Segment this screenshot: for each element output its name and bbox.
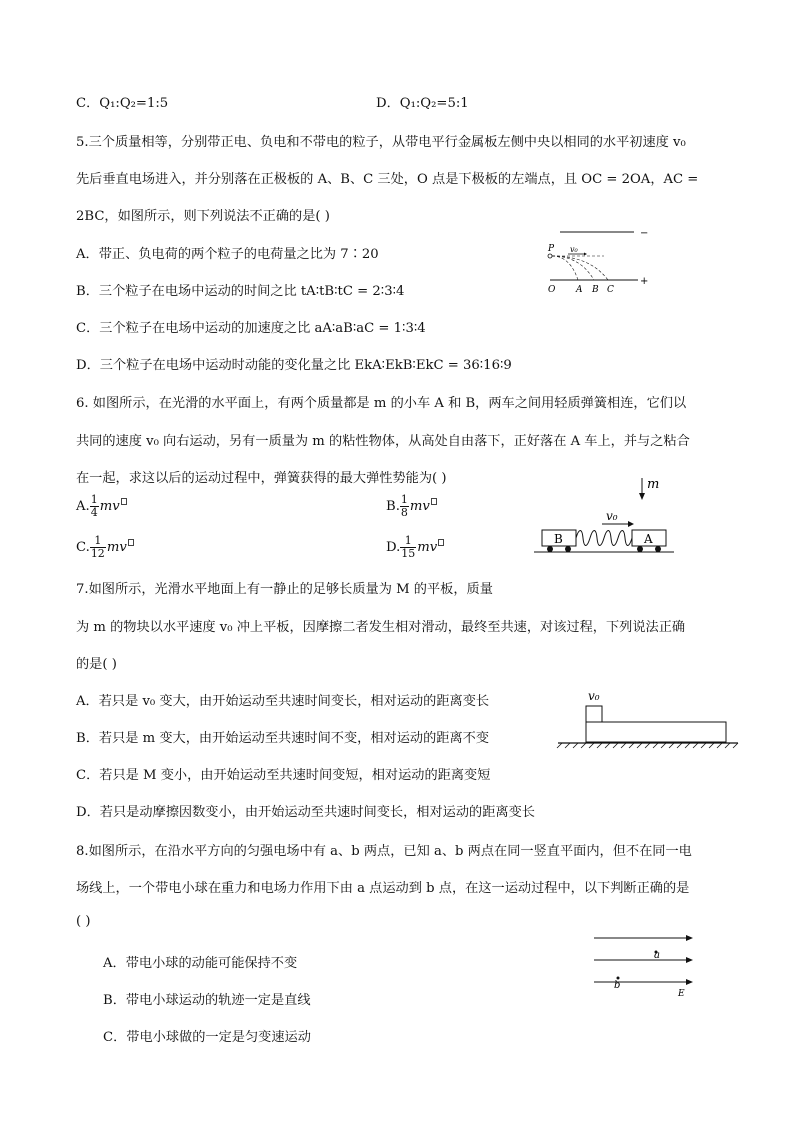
placeholder-box-icon <box>128 539 134 546</box>
q8-figure-electric-field <box>590 930 700 1004</box>
q7-stem-line-2: 为 m 的物块以水平速度 v₀ 冲上平板，因摩擦二者发生相对滑动，最终至共速，对该过程，下列说法正确 <box>76 620 686 635</box>
q6-option-b-num: 1 <box>400 493 408 506</box>
q6-option-d-num: 1 <box>400 535 416 548</box>
q7-option-a: A．若只是 v₀ 变大，由开始运动至共速时间变长，相对运动的距离变长 <box>76 694 490 709</box>
q5-figure-parallel-plates <box>540 222 660 294</box>
q5-fig-o: O <box>548 285 556 294</box>
q7-option-b: B．若只是 m 变大，由开始运动至共速时间不变，相对运动的距离不变 <box>76 731 490 746</box>
q6-option-d-fraction <box>400 535 416 560</box>
q5-fig-plus: + <box>640 276 649 287</box>
q4-option-c: C．Q₁:Q₂=1:5 <box>76 96 169 111</box>
q7-stem-line-3: 的是( ) <box>76 657 117 672</box>
q5-fig-v0: v₀ <box>570 245 578 254</box>
q6-fig-m: m <box>647 477 660 492</box>
q5-option-b: B．三个粒子在电场中运动的时间之比 tA∶tB∶tC = 2∶3∶4 <box>76 284 405 299</box>
q5-fig-b: B <box>592 285 599 294</box>
q6-option-a-den: 4 <box>90 506 98 519</box>
q6-stem-line-3: 在一起，求这以后的运动过程中，弹簧获得的最大弹性势能为( ) <box>76 471 447 486</box>
q5-fig-c: C <box>607 285 614 294</box>
q6-option-d-tail: mv <box>417 540 438 555</box>
q6-option-c-label: C. <box>76 540 90 555</box>
q6-option-a-label: A. <box>76 499 90 514</box>
q7-option-c: C．若只是 M 变小，由开始运动至共速时间变短，相对运动的距离变短 <box>76 768 491 783</box>
q6-option-c-num: 1 <box>90 535 106 548</box>
q6-option-c-tail: mv <box>106 540 127 555</box>
q4-option-d: D．Q₁:Q₂=5:1 <box>376 96 469 111</box>
q8-stem-line-2: 场线上，一个带电小球在重力和电场力作用下由 a 点运动到 b 点，在这一运动过程中，以下判断正确的是 <box>76 881 690 896</box>
q6-option-a <box>76 494 127 519</box>
q6-option-b-tail: mv <box>409 499 430 514</box>
q5-fig-a: A <box>576 285 583 294</box>
q5-stem-line-1: 5.三个质量相等，分别带正电、负电和不带电的粒子，从带电平行金属板左侧中央以相同的水平初速度 v₀ <box>76 135 686 150</box>
placeholder-box-icon <box>121 498 127 505</box>
q6-figure-spring-carts <box>532 474 682 558</box>
q6-option-a-tail: mv <box>99 499 120 514</box>
q6-stem-line-1: 6. 如图所示，在光滑的水平面上，有两个质量都是 m 的小车 A 和 B，两车之间用轻质弹簧相连，它们以 <box>76 396 687 411</box>
q5-option-c: C．三个粒子在电场中运动的加速度之比 aA∶aB∶aC = 1∶3∶4 <box>76 321 426 336</box>
q5-fig-p: P <box>548 244 555 254</box>
q6-stem-line-2: 共同的速度 v₀ 向右运动，另有一质量为 m 的粘性物体，从高处自由落下，正好落在 A 车上，并与之粘合 <box>76 434 690 449</box>
q6-option-a-fraction <box>90 494 99 519</box>
q6-option-d-den: 15 <box>401 547 416 560</box>
q6-option-b-label: B. <box>386 499 400 514</box>
q8-option-c: C．带电小球做的一定是匀变速运动 <box>103 1030 311 1045</box>
q5-option-a: A．带正、负电荷的两个粒子的电荷量之比为 7∶20 <box>76 247 379 262</box>
q6-option-a-num: 1 <box>90 493 98 506</box>
q6-option-d-label: D. <box>386 540 401 555</box>
placeholder-box-icon <box>431 498 437 505</box>
q6-option-c-den: 12 <box>90 547 105 560</box>
q8-fig-a: a <box>654 950 660 961</box>
q6-option-b <box>386 494 437 519</box>
q7-fig-v0: v₀ <box>588 689 600 703</box>
q5-stem-line-3: 2BC，如图所示，则下列说法不正确的是( ) <box>76 209 330 224</box>
q7-figure-block-on-plank <box>554 684 744 750</box>
q5-option-d: D．三个粒子在电场中运动时动能的变化量之比 EkA∶EkB∶EkC = 36∶16∶9 <box>76 358 512 373</box>
q7-option-d: D．若只是动摩擦因数变小，由开始运动至共速时间变长，相对运动的距离变长 <box>76 805 535 820</box>
q6-option-c-fraction <box>90 535 106 560</box>
q5-fig-minus: − <box>640 228 649 239</box>
q6-fig-cart-a: A <box>644 532 653 546</box>
q8-stem-line-3: ( ) <box>76 914 91 929</box>
q6-option-c <box>76 535 134 560</box>
q8-stem-line-1: 8.如图所示，在沿水平方向的匀强电场中有 a、b 两点，已知 a、b 两点在同一竖直平面内，但不在同一电 <box>76 844 692 859</box>
q6-fig-cart-b: B <box>554 532 563 546</box>
q8-option-b: B．带电小球运动的轨迹一定是直线 <box>103 993 311 1008</box>
q7-stem-line-1: 7.如图所示，光滑水平地面上有一静止的足够长质量为 M 的平板，质量 <box>76 582 493 597</box>
placeholder-box-icon <box>438 539 444 546</box>
q6-option-d <box>386 535 444 560</box>
q6-option-b-den: 8 <box>400 506 408 519</box>
q5-stem-line-2: 先后垂直电场进入，并分别落在正极板的 A、B、C 三处，O 点是下极板的左端点，且 OC = 2OA，AC = <box>76 172 699 187</box>
q6-option-b-fraction <box>400 494 409 519</box>
q6-fig-v0: v₀ <box>606 509 618 523</box>
q8-option-a: A．带电小球的动能可能保持不变 <box>103 956 298 971</box>
q8-fig-e: E <box>678 989 685 999</box>
q8-fig-b: b <box>614 980 621 991</box>
